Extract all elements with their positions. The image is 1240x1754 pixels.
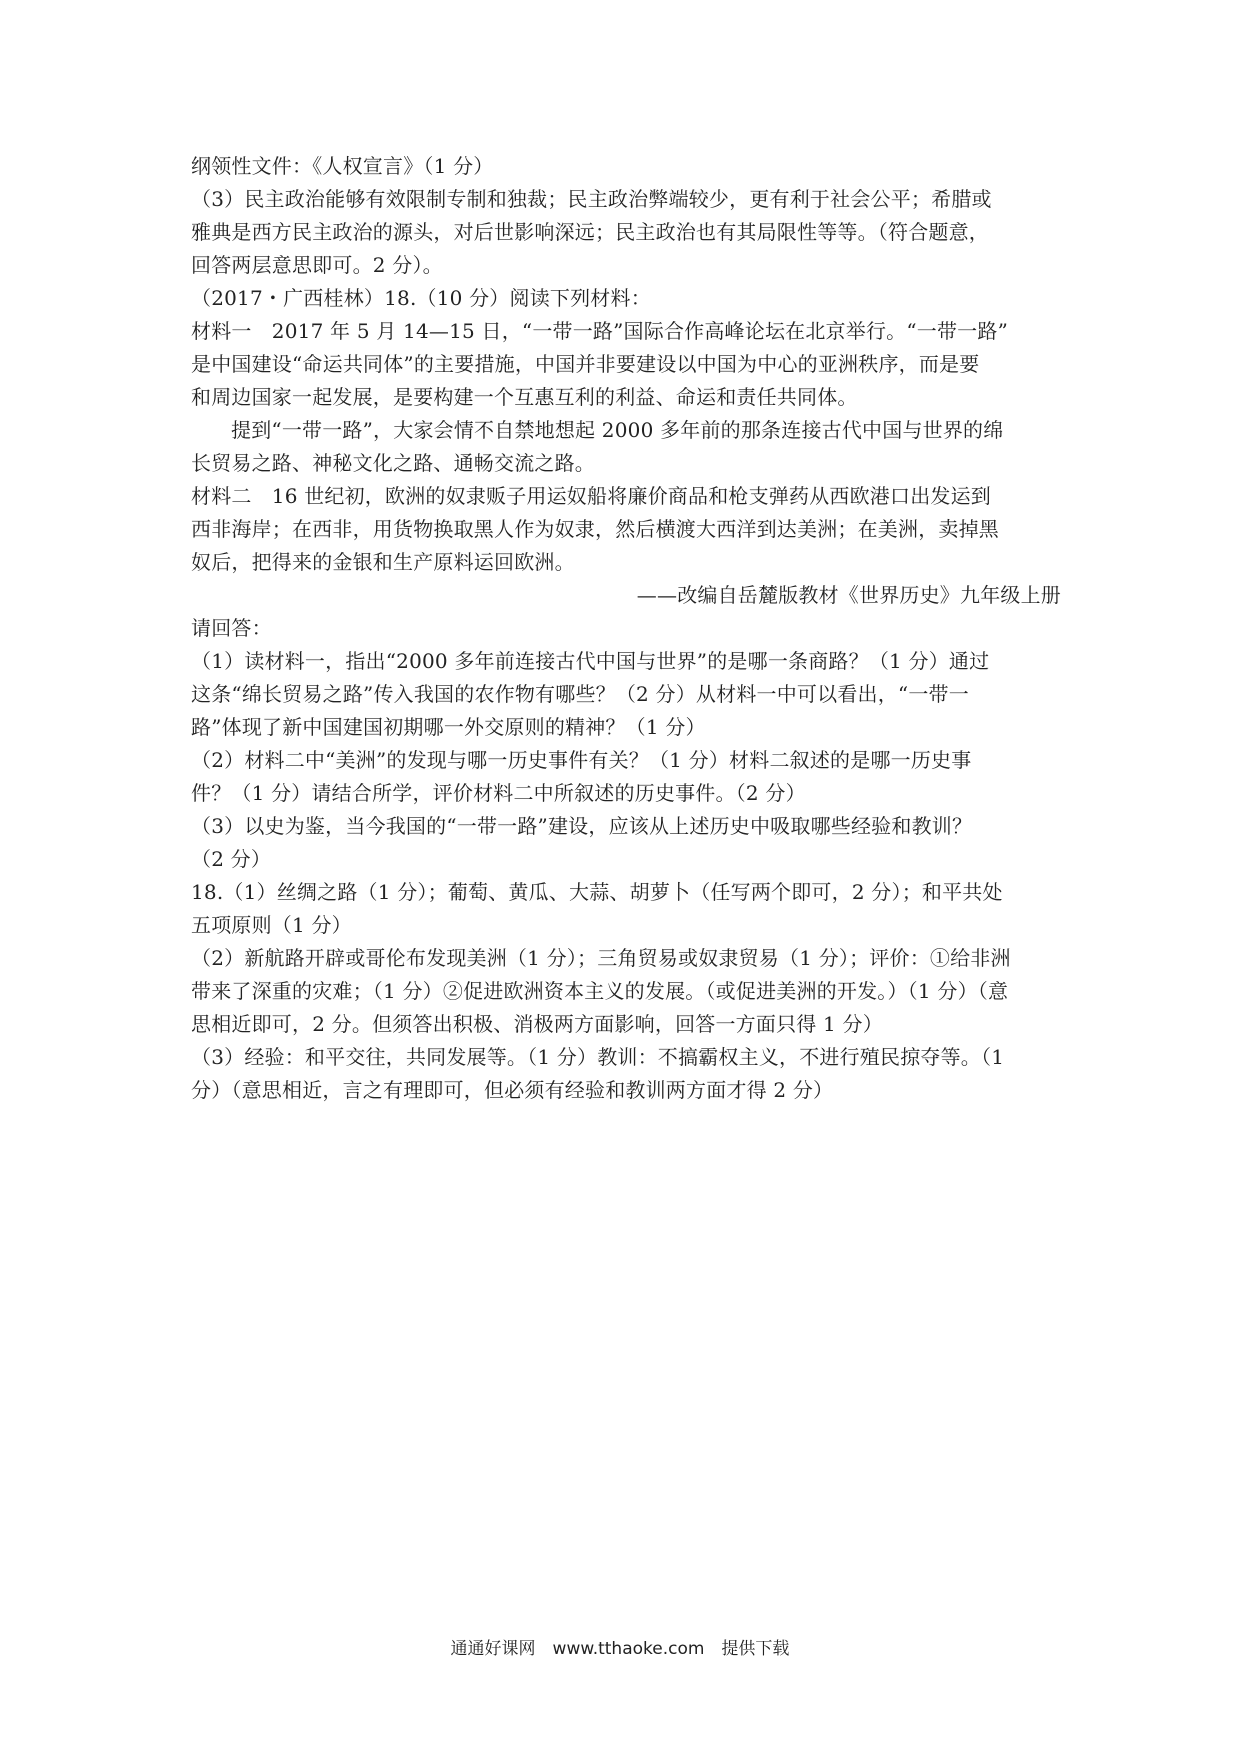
source-citation: ——改编自岳麓版教材《世界历史》九年级上册	[636, 583, 1061, 607]
material-two-line: 材料二 16 世纪初，欧洲的奴隶贩子用运奴船将廉价商品和枪支弹药从西欧港口出发运到	[191, 484, 992, 508]
question-header: （2017・广西桂林）18.（10 分）阅读下列材料：	[191, 286, 651, 310]
text-line: 纲领性文件：《人权宣言》（1 分）	[191, 154, 494, 178]
document-body	[191, 150, 1061, 1107]
page-footer: 通通好课网 www.tthaoke.com 提供下载	[450, 1639, 790, 1659]
material-two-line: 奴后，把得来的金银和生产原料运回欧洲。	[191, 550, 575, 574]
answer-line: 18.（1）丝绸之路（1 分）；葡萄、黄瓜、大蒜、胡萝卜（任写两个即可，2 分）；和平共处	[191, 880, 1003, 904]
question-line: 这条“绵长贸易之路”传入我国的农作物有哪些？（2 分）从材料一中可以看出，“一带一	[191, 682, 969, 706]
question-line: 路”体现了新中国建国初期哪一外交原则的精神？（1 分）	[191, 715, 706, 739]
material-one-line: 是中国建设“命运共同体”的主要措施，中国并非要建设以中国为中心的亚洲秩序，而是要	[191, 352, 980, 376]
material-one-line: 长贸易之路、神秘文化之路、通畅交流之路。	[191, 451, 595, 475]
question-line: （1）读材料一，指出“2000 多年前连接古代中国与世界”的是哪一条商路？（1 分）通过	[191, 649, 990, 673]
question-line: （3）以史为鉴，当今我国的“一带一路”建设，应该从上述历史中吸取哪些经验和教训？	[191, 814, 973, 838]
material-one-line: 提到“一带一路”，大家会情不自禁地想起 2000 多年前的那条连接古代中国与世界的绵	[231, 418, 1004, 442]
answer-line: （3）经验：和平交往，共同发展等。（1 分）教训：不搞霸权主义，不进行殖民掠夺等。（1	[191, 1045, 1005, 1069]
text-line: 回答两层意思即可。2 分）。	[191, 253, 443, 277]
material-one-line: 材料一 2017 年 5 月 14—15 日，“一带一路”国际合作高峰论坛在北京举行。“一带一路”	[191, 319, 1009, 343]
question-line: （2 分）	[191, 847, 272, 871]
answer-line: 分）（意思相近，言之有理即可，但必须有经验和教训两方面才得 2 分）	[191, 1078, 834, 1102]
material-one-line: 和周边国家一起发展，是要构建一个互惠互利的利益、命运和责任共同体。	[191, 385, 858, 409]
answer-line: 带来了深重的灾难；（1 分）②促进欧洲资本主义的发展。（或促进美洲的开发。）（1 分）（意	[191, 979, 1009, 1003]
answer-line: 五项原则（1 分）	[191, 913, 352, 937]
answer-line: （2）新航路开辟或哥伦布发现美洲（1 分）；三角贸易或奴隶贸易（1 分）；评价：①给非洲	[191, 946, 1011, 970]
question-line: 件？（1 分）请结合所学，评价材料二中所叙述的历史事件。（2 分）	[191, 781, 806, 805]
answer-line: 思相近即可，2 分。但须答出积极、消极两方面影响，回答一方面只得 1 分）	[191, 1012, 883, 1036]
text-line: 雅典是西方民主政治的源头，对后世影响深远；民主政治也有其局限性等等。（符合题意，	[191, 220, 989, 244]
text-line: （3）民主政治能够有效限制专制和独裁；民主政治弊端较少，更有利于社会公平；希腊或	[191, 187, 992, 211]
question-prompt: 请回答：	[191, 616, 272, 640]
question-line: （2）材料二中“美洲”的发现与哪一历史事件有关？（1 分）材料二叙述的是哪一历史事	[191, 748, 972, 772]
material-two-line: 西非海岸；在西非，用货物换取黑人作为奴隶，然后横渡大西洋到达美洲；在美洲，卖掉黑	[191, 517, 999, 541]
